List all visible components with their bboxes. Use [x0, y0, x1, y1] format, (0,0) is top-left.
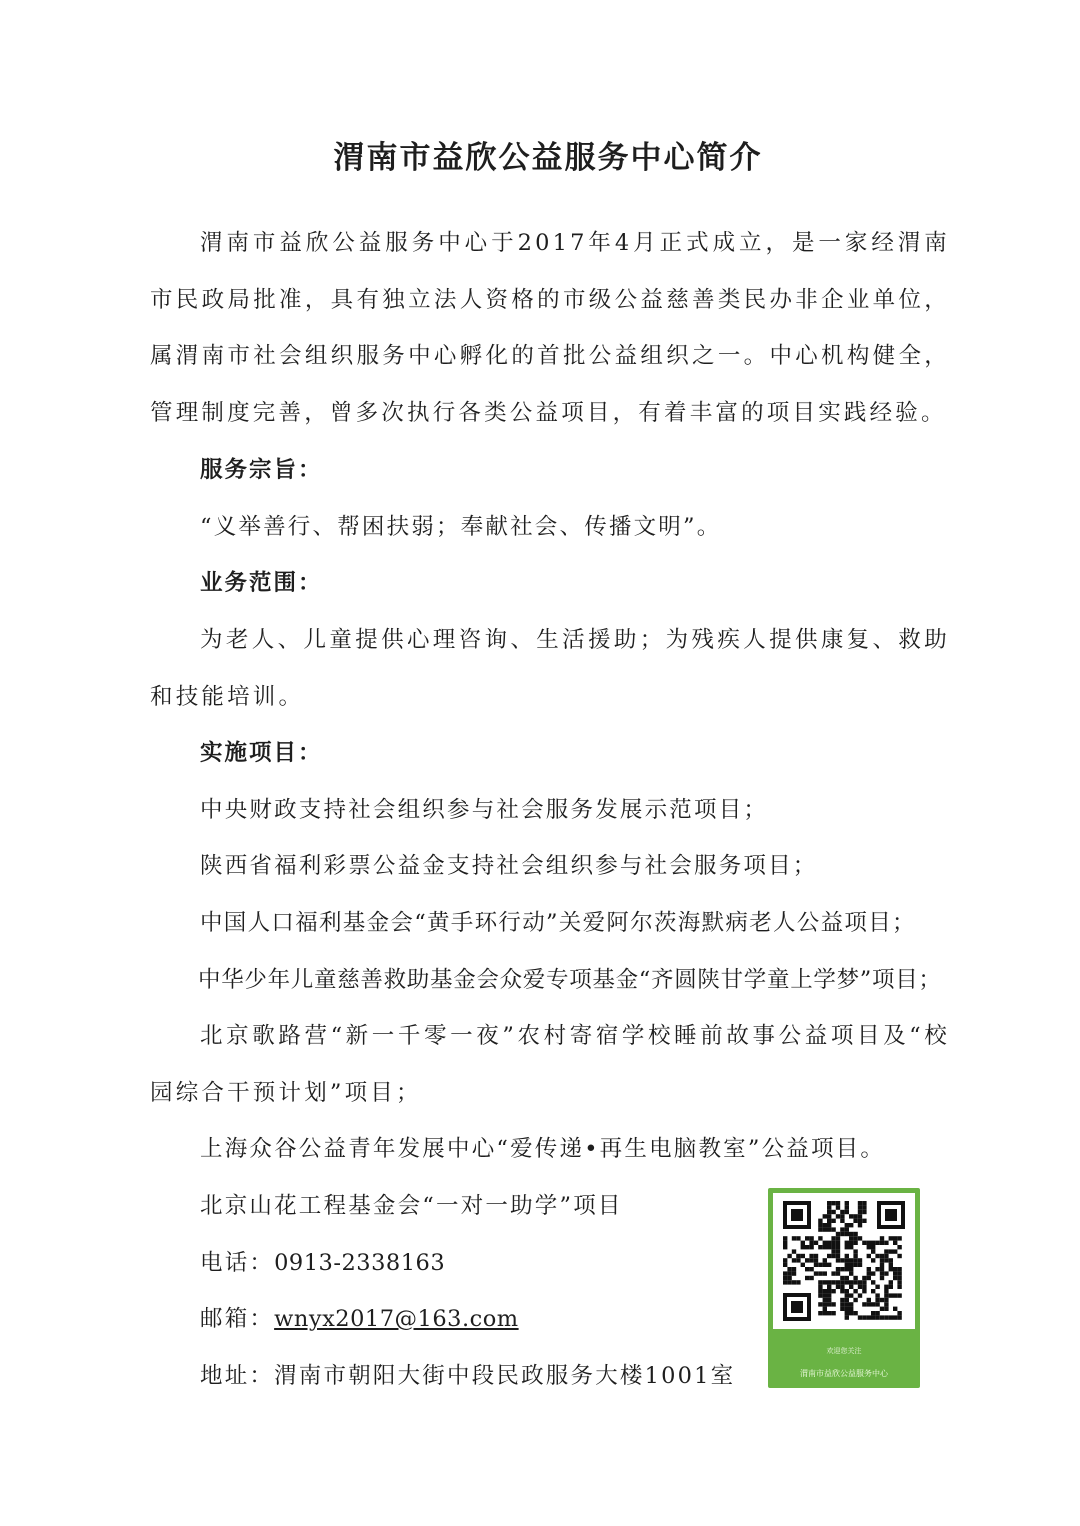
purpose-text: “义举善行、帮困扶弱；奉献社会、传播文明”。: [200, 514, 722, 540]
qr-code-icon: [773, 1193, 915, 1329]
qr-code-panel: [768, 1188, 920, 1388]
project-item: 陕西省福利彩票公益金支持社会组织参与社会服务项目；: [200, 853, 818, 879]
scope-text: 为老人、儿童提供心理咨询、生活援助；为残疾人提供康复、救助和技能培训。: [150, 627, 950, 710]
address-line: [200, 1348, 735, 1405]
intro-paragraph: 渭南市益欣公益服务中心于2017年4月正式成立，是一家经渭南市民政局批准，具有独立法人资格的市级公益慈善类民办非企业单位，属渭南市社会组织服务中心孵化的首批公益组织之一。中心机构健全，管理制度完善，曾多次执行各类公益项目，有着丰富的项目实践经验。: [150, 230, 950, 427]
email-line: [200, 1291, 519, 1348]
phone-label: 电话：: [200, 1250, 275, 1276]
address-label: 地址：: [200, 1363, 275, 1389]
purpose-heading: 服务宗旨：: [200, 457, 323, 483]
project-item: 中央财政支持社会组织参与社会服务发展示范项目；: [200, 797, 769, 823]
phone-line: [200, 1235, 445, 1292]
email-label: 邮箱：: [200, 1306, 275, 1332]
project-item: 中国人口福利基金会“黄手环行动”关爱阿尔茨海默病老人公益项目；: [200, 910, 916, 936]
qr-caption-top: 欢迎您关注: [826, 1347, 862, 1355]
scope-heading: 业务范围：: [200, 570, 323, 596]
address-text: 渭南市朝阳大街中段民政服务大楼1001室: [274, 1363, 736, 1389]
phone-number: 0913-2338163: [274, 1250, 446, 1276]
projects-heading: 实施项目：: [200, 740, 323, 766]
project-item: 中华少年儿童慈善救助基金会众爱专项基金“齐圆陕甘学童上学梦”项目；: [198, 967, 942, 993]
email-link[interactable]: wnyx2017@163.com: [274, 1306, 519, 1332]
project-item: 上海众谷公益青年发展中心“爱传递•再生电脑教室”公益项目。: [200, 1136, 886, 1162]
project-item: 北京山花工程基金会“一对一助学”项目: [200, 1193, 623, 1219]
page-title: 渭南市益欣公益服务中心简介: [333, 140, 763, 176]
qr-caption: 渭南市益欣公益服务中心: [800, 1369, 888, 1378]
project-item: 北京歌路营“新一千零一夜”农村寄宿学校睡前故事公益项目及“校园综合干预计划”项目；: [150, 1023, 950, 1106]
